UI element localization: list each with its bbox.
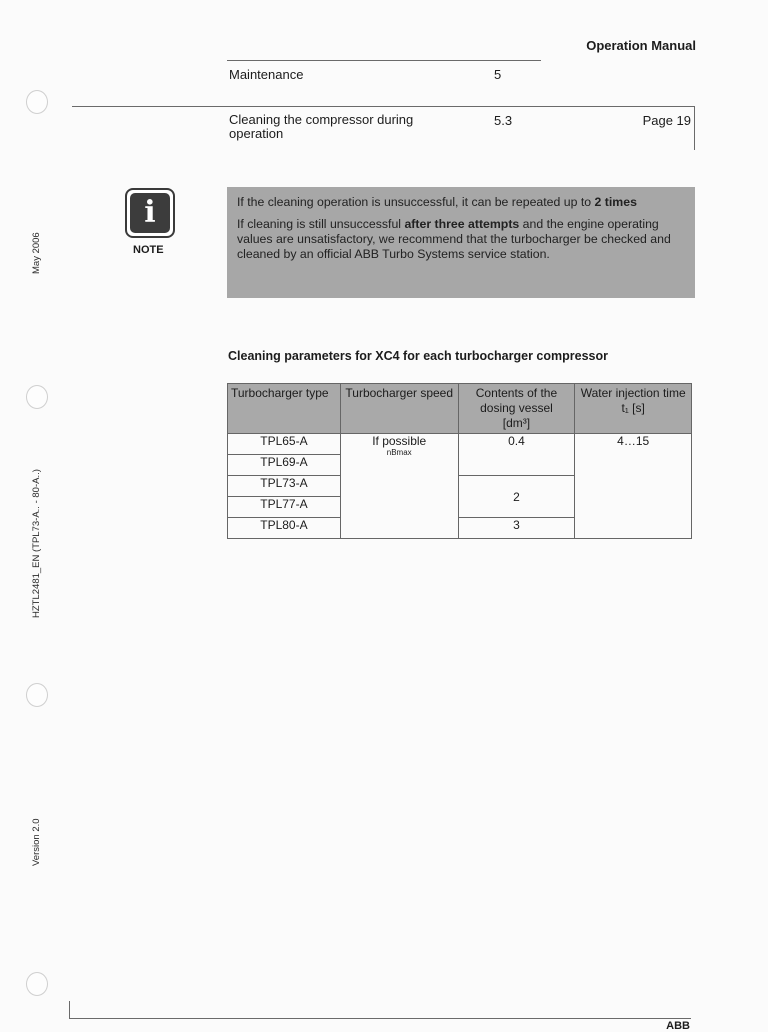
section-number: 5.3 [494,113,513,128]
page-number: Page 19 [642,113,691,128]
speed-symbol: nBmax [386,448,412,457]
contents-value: 2 [458,476,575,518]
water-injection-value: 4…15 [575,434,692,539]
note-label: NOTE [133,244,164,256]
row-type: TPL77-A [228,497,341,518]
speed-value: If possible [372,434,427,448]
sidebar-date: May 2006 [31,232,42,274]
note-paragraph-2 [237,217,685,262]
binder-hole [26,683,48,707]
table-row [228,434,692,455]
note-text: If the cleaning operation is unsuccessful, it can be repeated up to [237,195,595,209]
table-header-row [228,384,692,434]
section-title: Cleaning the compressor during operation [229,112,414,141]
header-water-label: Water injection time [580,386,686,400]
note-box [227,187,695,298]
note-text: If cleaning is still unsuccessful [237,217,405,231]
note-emphasis: after three attempts [404,217,520,231]
speed-cell [340,434,458,539]
header-water-unit: t₁ [s] [621,401,645,415]
binder-hole [26,385,48,409]
chapter-title: Maintenance [229,67,304,82]
header-water-injection [575,384,692,434]
chapter-number: 5 [494,67,502,82]
info-icon [125,188,175,238]
binder-hole [26,972,48,996]
table-caption: Cleaning parameters for XC4 for each turbocharger compressor [228,349,608,363]
row-type: TPL69-A [228,455,341,476]
row-type: TPL73-A [228,476,341,497]
cleaning-parameters-table [227,383,692,539]
header-contents-label: Contents of the dosing vessel [475,386,558,415]
header-contents-unit: [dm³] [502,416,531,430]
header-rule-top [227,60,541,61]
row-type: TPL80-A [228,518,341,539]
footer-logo-fragment: ABB [666,1020,690,1032]
header-rule-right [694,106,695,150]
footer-rule [69,1018,691,1019]
header-turbocharger-type: Turbocharger type [228,384,341,434]
document-title: Operation Manual [586,38,696,53]
footer-rule-left [69,1001,70,1018]
note-emphasis: 2 times [594,195,637,209]
contents-value: 0.4 [458,434,575,476]
note-paragraph-1 [237,195,685,210]
header-contents [458,384,575,434]
binder-hole [26,90,48,114]
note-text: and the engine operating values are unsatisfactory, we recommend that the turbocharger be checked and cleaned by an official ABB Turbo Systems service station. [237,217,671,261]
header-turbocharger-speed: Turbocharger speed [340,384,458,434]
row-type: TPL65-A [228,434,341,455]
contents-value: 3 [458,518,575,539]
header-rule-main [72,106,694,107]
sidebar-version: Version 2.0 [31,818,42,866]
sidebar-document-id: HZTL2481_EN (TPL73-A.. - 80-A..) [31,469,42,618]
info-icon-glyph: i [130,193,170,233]
